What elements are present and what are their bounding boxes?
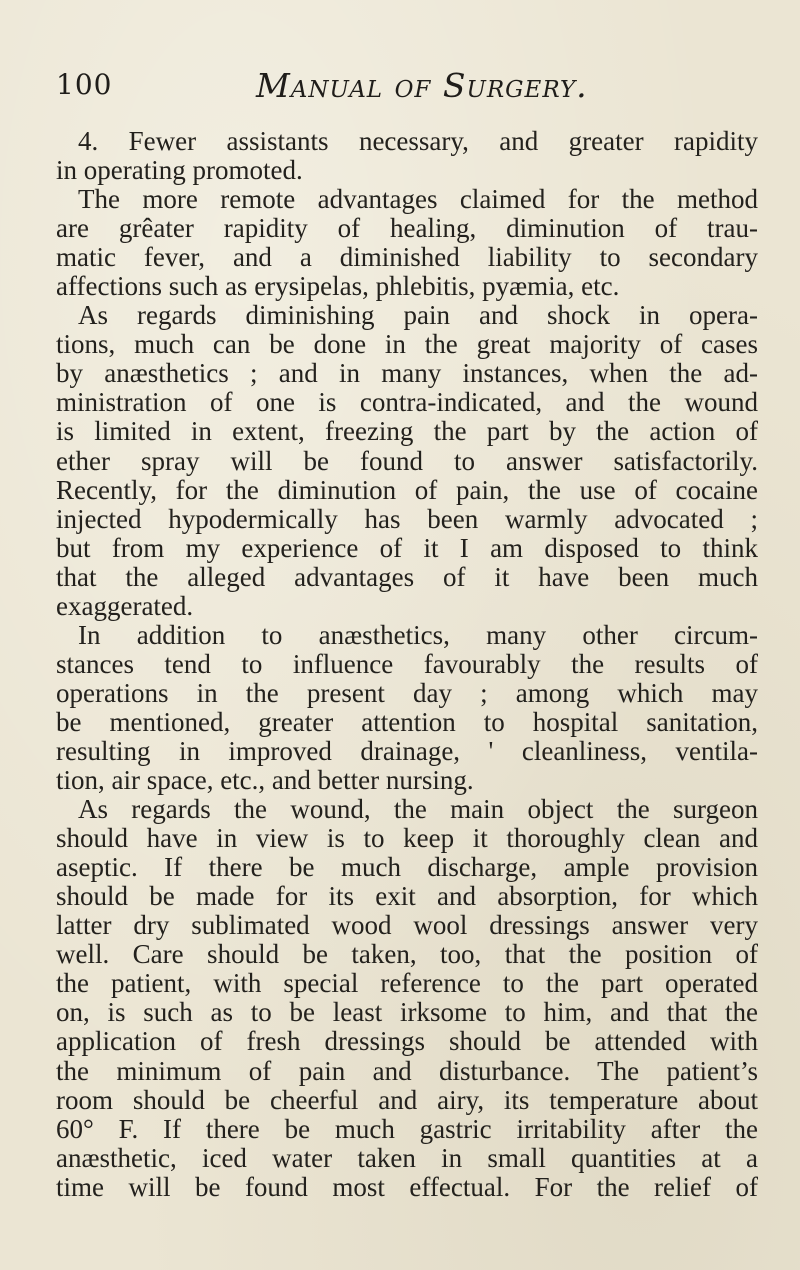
- text-line: resulting in improved drainage, ' cleanliness, ventila-: [56, 735, 758, 766]
- body-text: [56, 127, 758, 1202]
- text-line: but from my experience of it I am disposed to think: [56, 532, 758, 563]
- text-line: matic fever, and a diminished liability to secondary: [56, 242, 758, 273]
- text-line: As regards the wound, the main object the surgeon: [78, 794, 758, 825]
- text-line: injected hypodermically has been warmly advocated ;: [56, 503, 758, 534]
- text-line: are grêater rapidity of healing, diminution of trau-: [56, 213, 758, 244]
- text-line: 4. Fewer assistants necessary, and greater rapidity: [78, 126, 758, 156]
- text-line: room should be cheerful and airy, its temperature about: [56, 1084, 758, 1115]
- text-line: in operating promoted.: [56, 155, 303, 186]
- page-number: 100: [56, 68, 113, 101]
- text-line: tion, air space, etc., and better nursing.: [56, 765, 474, 796]
- page-header: [56, 66, 756, 106]
- text-line: In addition to anæsthetics, many other circum-: [78, 619, 758, 650]
- text-line: by anæsthetics ; and in many instances, when the ad-: [56, 358, 758, 389]
- text-line: tions, much can be done in the great majority of cases: [56, 329, 758, 360]
- text-line: should be made for its exit and absorption, for which: [56, 881, 758, 912]
- text-line: Recently, for the diminution of pain, the use of cocaine: [56, 474, 758, 505]
- text-line: should have in view is to keep it thoroughly clean and: [56, 823, 758, 854]
- text-line: latter dry sublimated wood wool dressings answer very: [56, 910, 758, 941]
- text-line: on, is such as to be least irksome to him, and that the: [56, 997, 758, 1028]
- text-line: affections such as erysipelas, phlebitis, pyæmia, etc.: [56, 271, 620, 302]
- text-line: that the alleged advantages of it have been much: [56, 561, 758, 592]
- text-line: aseptic. If there be much discharge, ample provision: [56, 852, 758, 883]
- text-line: stances tend to influence favourably the results of: [56, 648, 758, 679]
- text-line: The more remote advantages claimed for the method: [78, 184, 758, 215]
- text-line: As regards diminishing pain and shock in opera-: [78, 300, 758, 331]
- text-line: time will be found most effectual. For the relief of: [56, 1171, 758, 1202]
- text-line: 60° F. If there be much gastric irritability after the: [56, 1113, 758, 1144]
- text-line: well. Care should be taken, too, that the position of: [56, 939, 758, 970]
- text-line: be mentioned, greater attention to hospital sanitation,: [56, 706, 758, 737]
- text-line: anæsthetic, iced water taken in small quantities at a: [56, 1142, 758, 1173]
- text-line: the minimum of pain and disturbance. The patient’s: [56, 1055, 758, 1086]
- text-line: exaggerated.: [56, 590, 194, 621]
- running-title: Manual of Surgery.: [256, 66, 588, 105]
- text-line: is limited in extent, freezing the part by the action of: [56, 416, 758, 447]
- text-line: the patient, with special reference to the part operated: [56, 968, 758, 999]
- text-line: operations in the present day ; among which may: [56, 677, 758, 708]
- text-line: ministration of one is contra-indicated, and the wound: [56, 387, 758, 418]
- text-line: application of fresh dressings should be attended with: [56, 1026, 758, 1057]
- text-line: ether spray will be found to answer satisfactorily.: [56, 445, 758, 476]
